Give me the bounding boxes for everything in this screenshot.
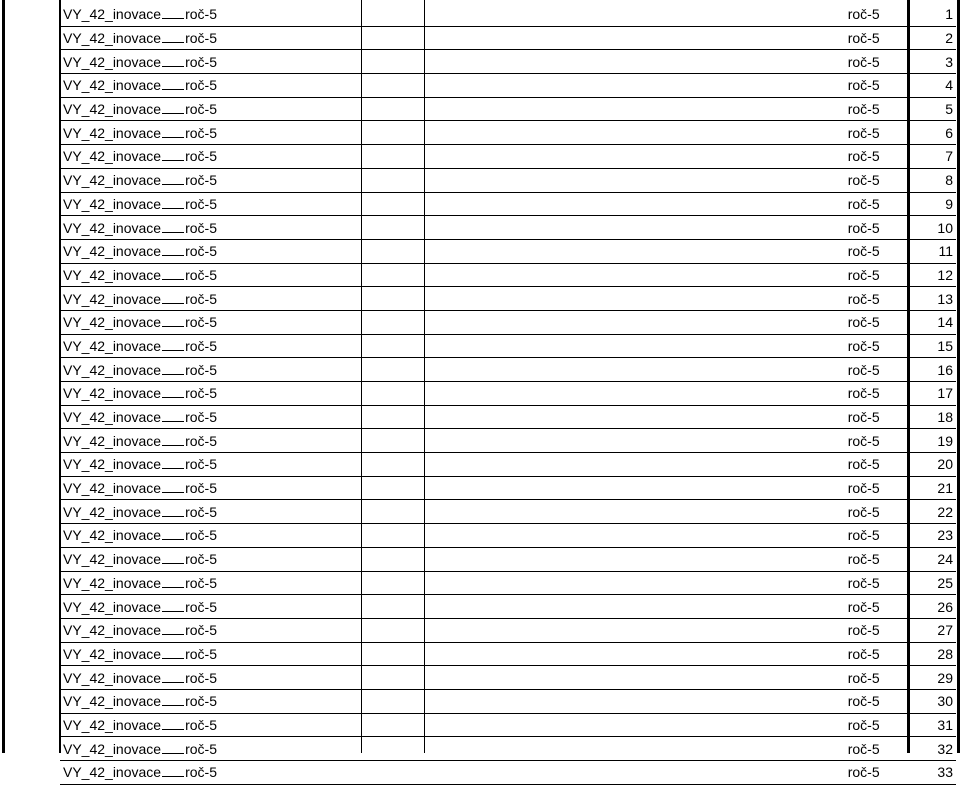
grade-cell[interactable]: roč-5 bbox=[376, 74, 916, 98]
underscore-gap bbox=[162, 125, 184, 138]
table-row[interactable] bbox=[60, 761, 956, 785]
underscore-gap bbox=[162, 504, 184, 517]
file-name-cell[interactable] bbox=[60, 358, 376, 382]
number-cell[interactable]: 28 bbox=[916, 642, 956, 666]
table-row[interactable] bbox=[60, 595, 956, 619]
file-name-prefix: VY_42_inovace bbox=[63, 124, 162, 141]
underscore-gap bbox=[162, 551, 184, 564]
number-cell[interactable]: 19 bbox=[916, 429, 956, 453]
file-name-cell[interactable] bbox=[60, 26, 376, 50]
underscore-gap bbox=[162, 741, 184, 754]
file-name-cell[interactable] bbox=[60, 405, 376, 429]
underscore-gap bbox=[162, 385, 184, 398]
file-name-suffix: roč-5 bbox=[185, 219, 217, 236]
number-cell[interactable]: 20 bbox=[916, 453, 956, 477]
file-name-prefix: VY_42_inovace bbox=[63, 195, 162, 212]
table-row[interactable] bbox=[60, 689, 956, 713]
number-cell[interactable]: 16 bbox=[916, 358, 956, 382]
grade-cell[interactable]: roč-5 bbox=[376, 263, 916, 287]
grade-cell[interactable]: roč-5 bbox=[376, 310, 916, 334]
table-row[interactable] bbox=[60, 737, 956, 761]
number-cell[interactable]: 33 bbox=[916, 761, 956, 785]
file-name-suffix: roč-5 bbox=[185, 527, 217, 544]
grade-cell[interactable]: roč-5 bbox=[376, 216, 916, 240]
grade-cell[interactable]: roč-5 bbox=[376, 689, 916, 713]
file-name-suffix: roč-5 bbox=[185, 337, 217, 354]
file-name-cell[interactable] bbox=[60, 145, 376, 169]
underscore-gap bbox=[162, 196, 184, 209]
file-name-suffix: roč-5 bbox=[185, 148, 217, 165]
table-row[interactable] bbox=[60, 405, 956, 429]
grade-cell[interactable]: roč-5 bbox=[376, 571, 916, 595]
file-name-cell[interactable] bbox=[60, 476, 376, 500]
number-cell[interactable]: 13 bbox=[916, 287, 956, 311]
file-name-prefix: VY_42_inovace bbox=[63, 148, 162, 165]
file-name-cell[interactable] bbox=[60, 761, 376, 785]
number-cell[interactable]: 8 bbox=[916, 168, 956, 192]
table-row[interactable] bbox=[60, 571, 956, 595]
file-name-prefix: VY_42_inovace bbox=[63, 669, 162, 686]
file-name-cell[interactable] bbox=[60, 263, 376, 287]
file-name-prefix: VY_42_inovace bbox=[63, 503, 162, 520]
table-row[interactable] bbox=[60, 216, 956, 240]
file-name-prefix: VY_42_inovace bbox=[63, 409, 162, 426]
file-name-cell[interactable] bbox=[60, 595, 376, 619]
grade-cell[interactable]: roč-5 bbox=[376, 547, 916, 571]
grade-cell[interactable]: roč-5 bbox=[376, 97, 916, 121]
underscore-gap bbox=[162, 599, 184, 612]
grade-cell[interactable]: roč-5 bbox=[376, 737, 916, 761]
file-name-prefix: VY_42_inovace bbox=[63, 337, 162, 354]
table-row[interactable] bbox=[60, 618, 956, 642]
grade-cell[interactable]: roč-5 bbox=[376, 453, 916, 477]
underscore-gap bbox=[162, 172, 184, 185]
file-name-cell[interactable] bbox=[60, 524, 376, 548]
file-name-prefix: VY_42_inovace bbox=[63, 53, 162, 70]
underscore-gap bbox=[162, 148, 184, 161]
table-row[interactable] bbox=[60, 358, 956, 382]
file-name-prefix: VY_42_inovace bbox=[63, 716, 162, 733]
table-row[interactable] bbox=[60, 145, 956, 169]
file-name-prefix: VY_42_inovace bbox=[63, 172, 162, 189]
file-name-cell[interactable] bbox=[60, 737, 376, 761]
underscore-gap bbox=[162, 291, 184, 304]
underscore-gap bbox=[162, 362, 184, 375]
underscore-gap bbox=[162, 77, 184, 90]
grade-cell[interactable]: roč-5 bbox=[376, 358, 916, 382]
file-name-prefix: VY_42_inovace bbox=[63, 314, 162, 331]
file-name-cell[interactable] bbox=[60, 713, 376, 737]
file-name-suffix: roč-5 bbox=[185, 740, 217, 757]
file-name-cell[interactable] bbox=[60, 666, 376, 690]
file-name-prefix: VY_42_inovace bbox=[63, 219, 162, 236]
number-cell[interactable]: 25 bbox=[916, 571, 956, 595]
number-cell[interactable]: 27 bbox=[916, 618, 956, 642]
grade-cell[interactable]: roč-5 bbox=[376, 145, 916, 169]
underscore-gap bbox=[162, 433, 184, 446]
underscore-gap bbox=[162, 575, 184, 588]
grade-cell[interactable]: roč-5 bbox=[376, 3, 916, 26]
file-name-suffix: roč-5 bbox=[185, 456, 217, 473]
file-name-prefix: VY_42_inovace bbox=[63, 480, 162, 497]
number-cell[interactable]: 29 bbox=[916, 666, 956, 690]
file-name-suffix: roč-5 bbox=[185, 551, 217, 568]
table-row[interactable] bbox=[60, 547, 956, 571]
grade-cell[interactable]: roč-5 bbox=[376, 26, 916, 50]
file-name-prefix: VY_42_inovace bbox=[63, 551, 162, 568]
number-cell[interactable]: 7 bbox=[916, 145, 956, 169]
file-name-suffix: roč-5 bbox=[185, 124, 217, 141]
table-row[interactable] bbox=[60, 666, 956, 690]
number-cell[interactable]: 24 bbox=[916, 547, 956, 571]
file-name-suffix: roč-5 bbox=[185, 764, 217, 781]
file-name-cell[interactable] bbox=[60, 97, 376, 121]
number-cell[interactable]: 3 bbox=[916, 50, 956, 74]
grade-cell[interactable]: roč-5 bbox=[376, 287, 916, 311]
file-name-suffix: roč-5 bbox=[185, 195, 217, 212]
number-cell[interactable]: 10 bbox=[916, 216, 956, 240]
file-list-table bbox=[60, 3, 956, 785]
file-name-prefix: VY_42_inovace bbox=[63, 693, 162, 710]
number-cell[interactable]: 15 bbox=[916, 334, 956, 358]
file-name-cell[interactable] bbox=[60, 121, 376, 145]
number-cell[interactable]: 4 bbox=[916, 74, 956, 98]
file-name-prefix: VY_42_inovace bbox=[63, 456, 162, 473]
table-row[interactable] bbox=[60, 26, 956, 50]
table-row[interactable] bbox=[60, 192, 956, 216]
file-name-prefix: VY_42_inovace bbox=[63, 598, 162, 615]
file-name-suffix: roč-5 bbox=[185, 409, 217, 426]
number-cell[interactable]: 26 bbox=[916, 595, 956, 619]
file-name-suffix: roč-5 bbox=[185, 716, 217, 733]
table-row[interactable] bbox=[60, 168, 956, 192]
file-name-cell[interactable] bbox=[60, 310, 376, 334]
file-name-prefix: VY_42_inovace bbox=[63, 30, 162, 47]
number-cell[interactable]: 2 bbox=[916, 26, 956, 50]
file-name-prefix: VY_42_inovace bbox=[63, 764, 162, 781]
grade-cell[interactable]: roč-5 bbox=[376, 642, 916, 666]
file-name-prefix: VY_42_inovace bbox=[63, 361, 162, 378]
number-cell[interactable]: 5 bbox=[916, 97, 956, 121]
file-name-suffix: roč-5 bbox=[185, 480, 217, 497]
number-cell[interactable]: 6 bbox=[916, 121, 956, 145]
file-name-cell[interactable] bbox=[60, 239, 376, 263]
grade-cell[interactable]: roč-5 bbox=[376, 500, 916, 524]
file-name-cell[interactable] bbox=[60, 453, 376, 477]
number-cell[interactable]: 18 bbox=[916, 405, 956, 429]
table-row[interactable] bbox=[60, 500, 956, 524]
underscore-gap bbox=[162, 717, 184, 730]
file-name-suffix: roč-5 bbox=[185, 361, 217, 378]
underscore-gap bbox=[162, 480, 184, 493]
file-name-cell[interactable] bbox=[60, 382, 376, 406]
grade-cell[interactable]: roč-5 bbox=[376, 595, 916, 619]
file-name-suffix: roč-5 bbox=[185, 30, 217, 47]
file-name-prefix: VY_42_inovace bbox=[63, 622, 162, 639]
grade-cell[interactable]: roč-5 bbox=[376, 121, 916, 145]
underscore-gap bbox=[162, 220, 184, 233]
number-cell[interactable]: 9 bbox=[916, 192, 956, 216]
file-name-suffix: roč-5 bbox=[185, 101, 217, 118]
file-name-cell[interactable] bbox=[60, 334, 376, 358]
file-name-cell[interactable] bbox=[60, 168, 376, 192]
file-name-prefix: VY_42_inovace bbox=[63, 574, 162, 591]
underscore-gap bbox=[162, 314, 184, 327]
file-name-suffix: roč-5 bbox=[185, 172, 217, 189]
underscore-gap bbox=[162, 54, 184, 67]
underscore-gap bbox=[162, 409, 184, 422]
table-row[interactable] bbox=[60, 476, 956, 500]
table-row[interactable] bbox=[60, 382, 956, 406]
file-name-suffix: roč-5 bbox=[185, 77, 217, 94]
underscore-gap bbox=[162, 622, 184, 635]
number-cell[interactable]: 23 bbox=[916, 524, 956, 548]
grade-cell[interactable]: roč-5 bbox=[376, 476, 916, 500]
number-cell[interactable]: 22 bbox=[916, 500, 956, 524]
table-row[interactable] bbox=[60, 3, 956, 26]
file-name-cell[interactable] bbox=[60, 74, 376, 98]
table-row[interactable] bbox=[60, 642, 956, 666]
file-name-suffix: roč-5 bbox=[185, 503, 217, 520]
file-name-prefix: VY_42_inovace bbox=[63, 6, 162, 23]
file-name-suffix: roč-5 bbox=[185, 645, 217, 662]
number-cell[interactable]: 32 bbox=[916, 737, 956, 761]
file-name-prefix: VY_42_inovace bbox=[63, 527, 162, 544]
file-name-cell[interactable] bbox=[60, 50, 376, 74]
number-cell[interactable]: 30 bbox=[916, 689, 956, 713]
file-name-suffix: roč-5 bbox=[185, 432, 217, 449]
number-cell[interactable]: 12 bbox=[916, 263, 956, 287]
table-row[interactable] bbox=[60, 121, 956, 145]
table-row[interactable] bbox=[60, 429, 956, 453]
file-name-suffix: roč-5 bbox=[185, 693, 217, 710]
grade-cell[interactable]: roč-5 bbox=[376, 168, 916, 192]
table-row[interactable] bbox=[60, 97, 956, 121]
underscore-gap bbox=[162, 243, 184, 256]
file-name-cell[interactable] bbox=[60, 3, 376, 26]
table-row[interactable] bbox=[60, 524, 956, 548]
file-name-prefix: VY_42_inovace bbox=[63, 101, 162, 118]
file-name-suffix: roč-5 bbox=[185, 385, 217, 402]
file-name-prefix: VY_42_inovace bbox=[63, 385, 162, 402]
table-row[interactable] bbox=[60, 239, 956, 263]
table-row[interactable] bbox=[60, 287, 956, 311]
left-border-line bbox=[2, 0, 5, 753]
file-name-prefix: VY_42_inovace bbox=[63, 290, 162, 307]
file-name-prefix: VY_42_inovace bbox=[63, 740, 162, 757]
underscore-gap bbox=[162, 101, 184, 114]
grade-cell[interactable]: roč-5 bbox=[376, 50, 916, 74]
file-name-cell[interactable] bbox=[60, 689, 376, 713]
file-name-suffix: roč-5 bbox=[185, 243, 217, 260]
table-row[interactable] bbox=[60, 453, 956, 477]
underscore-gap bbox=[162, 693, 184, 706]
underscore-gap bbox=[162, 456, 184, 469]
grade-cell[interactable]: roč-5 bbox=[376, 334, 916, 358]
file-name-prefix: VY_42_inovace bbox=[63, 266, 162, 283]
underscore-gap bbox=[162, 30, 184, 43]
grade-cell[interactable]: roč-5 bbox=[376, 239, 916, 263]
file-name-suffix: roč-5 bbox=[185, 266, 217, 283]
table-body bbox=[60, 3, 956, 784]
file-name-prefix: VY_42_inovace bbox=[63, 243, 162, 260]
grade-cell[interactable]: roč-5 bbox=[376, 382, 916, 406]
underscore-gap bbox=[162, 527, 184, 540]
grade-cell[interactable]: roč-5 bbox=[376, 761, 916, 785]
file-name-suffix: roč-5 bbox=[185, 6, 217, 23]
table-row[interactable] bbox=[60, 74, 956, 98]
grade-cell[interactable]: roč-5 bbox=[376, 524, 916, 548]
file-name-suffix: roč-5 bbox=[185, 598, 217, 615]
number-cell[interactable]: 31 bbox=[916, 713, 956, 737]
file-name-suffix: roč-5 bbox=[185, 669, 217, 686]
file-name-cell[interactable] bbox=[60, 642, 376, 666]
table-row[interactable] bbox=[60, 310, 956, 334]
number-cell[interactable]: 14 bbox=[916, 310, 956, 334]
grade-cell[interactable]: roč-5 bbox=[376, 429, 916, 453]
underscore-gap bbox=[162, 6, 184, 19]
file-name-prefix: VY_42_inovace bbox=[63, 645, 162, 662]
table-row[interactable] bbox=[60, 50, 956, 74]
file-name-suffix: roč-5 bbox=[185, 574, 217, 591]
grade-cell[interactable]: roč-5 bbox=[376, 713, 916, 737]
table-row[interactable] bbox=[60, 263, 956, 287]
file-name-cell[interactable] bbox=[60, 429, 376, 453]
file-name-suffix: roč-5 bbox=[185, 290, 217, 307]
file-name-cell[interactable] bbox=[60, 571, 376, 595]
underscore-gap bbox=[162, 267, 184, 280]
file-name-cell[interactable] bbox=[60, 547, 376, 571]
underscore-gap bbox=[162, 646, 184, 659]
grade-cell[interactable]: roč-5 bbox=[376, 618, 916, 642]
underscore-gap bbox=[162, 338, 184, 351]
file-name-cell[interactable] bbox=[60, 500, 376, 524]
file-name-suffix: roč-5 bbox=[185, 53, 217, 70]
grade-cell[interactable]: roč-5 bbox=[376, 192, 916, 216]
file-name-prefix: VY_42_inovace bbox=[63, 77, 162, 94]
file-name-suffix: roč-5 bbox=[185, 622, 217, 639]
number-cell[interactable]: 1 bbox=[916, 3, 956, 26]
file-name-suffix: roč-5 bbox=[185, 314, 217, 331]
underscore-gap bbox=[162, 670, 184, 683]
table-row[interactable] bbox=[60, 713, 956, 737]
grade-cell[interactable]: roč-5 bbox=[376, 405, 916, 429]
file-name-prefix: VY_42_inovace bbox=[63, 432, 162, 449]
underscore-gap bbox=[162, 764, 184, 777]
table-row[interactable] bbox=[60, 334, 956, 358]
file-name-cell[interactable] bbox=[60, 216, 376, 240]
number-cell[interactable]: 21 bbox=[916, 476, 956, 500]
file-name-cell[interactable] bbox=[60, 287, 376, 311]
number-cell[interactable]: 17 bbox=[916, 382, 956, 406]
grade-cell[interactable]: roč-5 bbox=[376, 666, 916, 690]
file-name-cell[interactable] bbox=[60, 192, 376, 216]
file-name-cell[interactable] bbox=[60, 618, 376, 642]
number-cell[interactable]: 11 bbox=[916, 239, 956, 263]
